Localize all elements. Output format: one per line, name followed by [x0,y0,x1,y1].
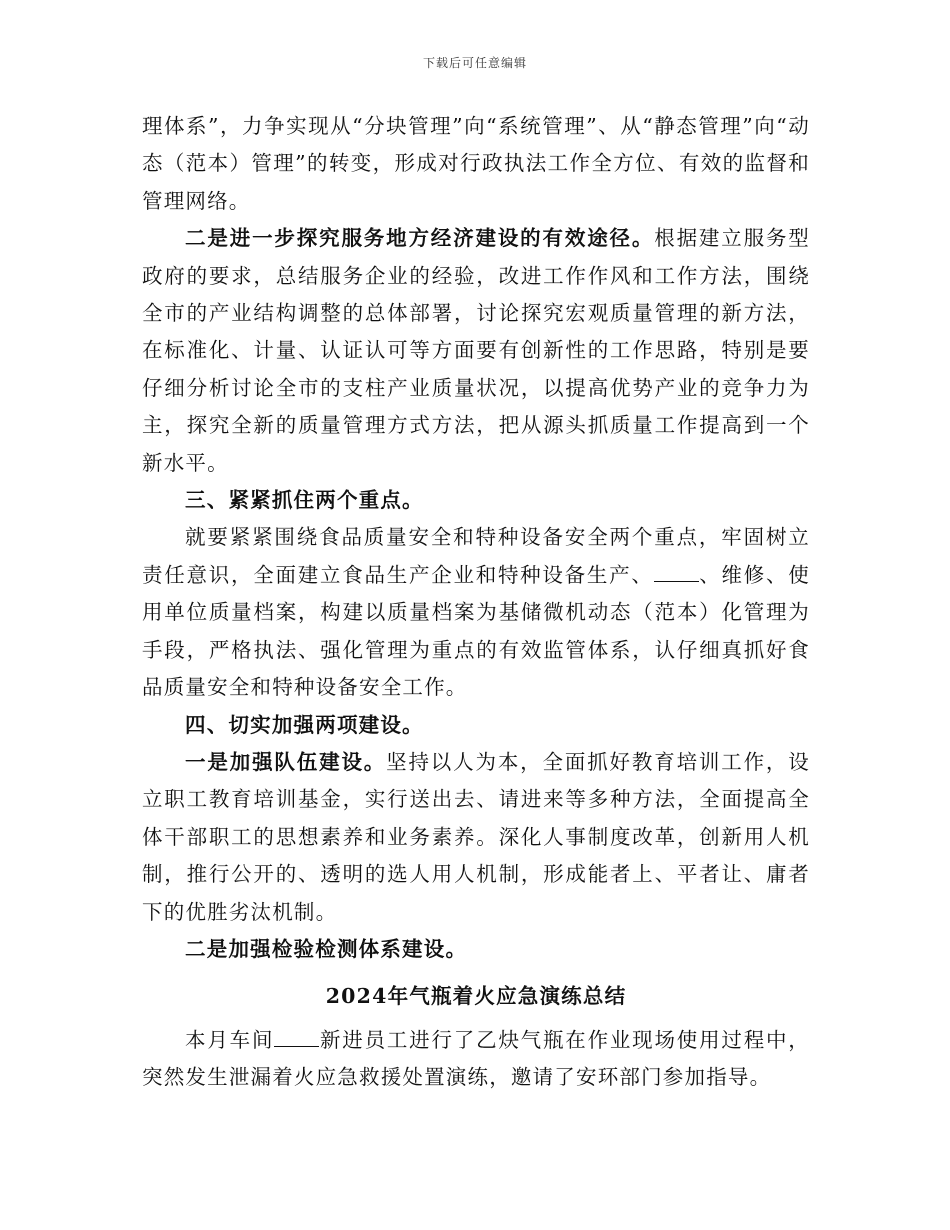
paragraph-lead-bold: 一是加强队伍建设。 [185,749,387,774]
paragraph-body: 坚持以人为本，全面抓好教育培训工作，设立职工教育培训基金，实行送出去、请进来等多种方法，全面提高全体干部职工的思想素养和业务素养。深化人事制度改革，创新用人机制，推行公开的、透明的选人用人机制，形成能者上、平者让、庸者下的优胜劣汰机制。 [142,749,810,924]
paragraph-continuation: 理体系”，力争实现从“分块管理”向“系统管理”、从“静态管理”向“动态（范本）管理”的转变，形成对行政执法工作全方位、有效的监督和管理网络。 [142,114,810,213]
paragraph-body: 根据建立服务型政府的要求，总结服务企业的经验，改进工作作风和工作方法，围绕全市的产业结构调整的总体部署，讨论探究宏观质量管理的新方法，在标准化、计量、认证认可等方面要有创新性的工作思路，特别是要仔细分析讨论全市的支柱产业质量状况，以提高优势产业的竞争力为主，探究全新的质量管理方式方法，把从源头抓质量工作提高到一个新水平。 [142,226,811,475]
section-heading-four: 四、切实加强两项建设。 [185,712,424,737]
fill-in-blank [274,1027,319,1046]
paragraph-drill-intro [142,1022,810,1097]
document-body [142,108,810,1097]
paragraph-body-part-a: 就要紧紧围绕食品质量安全和特种设备安全两个重点，牢固树立责任意识，全面建立食品生产企业和特种设备生产、 [142,525,810,587]
paragraph-inspection-system: 二是加强检验检测体系建设。 [185,936,468,961]
paragraph-body-part-b: 新进员工进行了乙炔气瓶在作业现场使用过程中，突然发生泄漏着火应急救援处置演练，邀请了安环部门参加指导。 [142,1027,810,1090]
paragraph-key-points [142,519,810,706]
paragraph-economic-service [142,220,810,482]
paragraph-body-part-a: 本月车间 [185,1027,275,1052]
paragraph-lead-bold: 二是进一步探究服务地方经济建设的有效途径。 [185,226,655,251]
paragraph-body-part-b: 、维修、使用单位质量档案，构建以质量档案为基储微机动态（范本）化管理为手段，严格执法、强化管理为重点的有效监管体系，认仔细真抓好食品质量安全和特种设备安全工作。 [142,562,810,700]
section-heading-three: 三、紧紧抓住两个重点。 [185,488,424,513]
fill-in-blank [654,562,699,581]
document-title: 2024年气瓶着火应急演练总结 [325,984,627,1009]
paragraph-team-building [142,744,810,931]
header-note: 下载后可任意编辑 [422,56,527,70]
